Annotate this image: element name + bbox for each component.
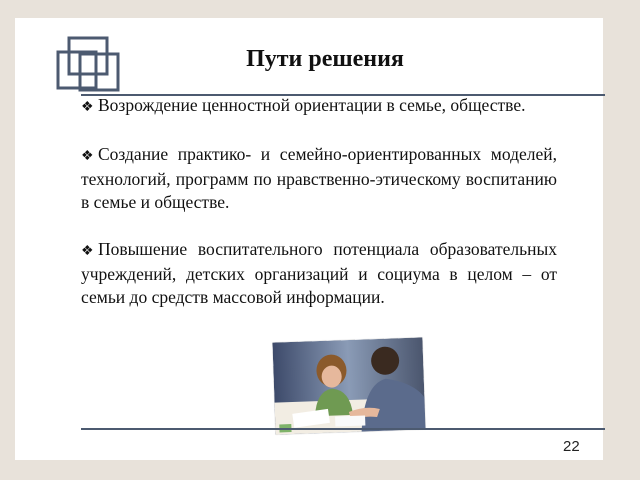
diamond-bullet-icon: ❖ <box>81 149 94 164</box>
diamond-bullet-icon: ❖ <box>81 244 94 259</box>
bullet-item <box>81 143 557 214</box>
children-studying-photo <box>272 337 425 434</box>
diamond-bullet-icon: ❖ <box>81 100 94 115</box>
slide <box>15 18 603 460</box>
slide-title: Пути решения <box>246 46 404 72</box>
page-number: 22 <box>563 438 580 455</box>
bullet-text: Создание практико- и семейно-ориентированных моделей, технологий, программ по нравственно-этическому воспитанию в семье и обществе. <box>81 144 557 212</box>
bullet-list <box>81 94 557 333</box>
bottom-divider <box>81 428 605 430</box>
bullet-item <box>81 238 557 309</box>
bullet-text: Повышение воспитательного потенциала образовательных учреждений, детских организаций и социума в целом – от семьи до средств массовой информации. <box>81 239 557 307</box>
bullet-text: Возрождение ценностной ориентации в семье, обществе. <box>98 95 526 115</box>
bullet-item <box>81 94 557 119</box>
